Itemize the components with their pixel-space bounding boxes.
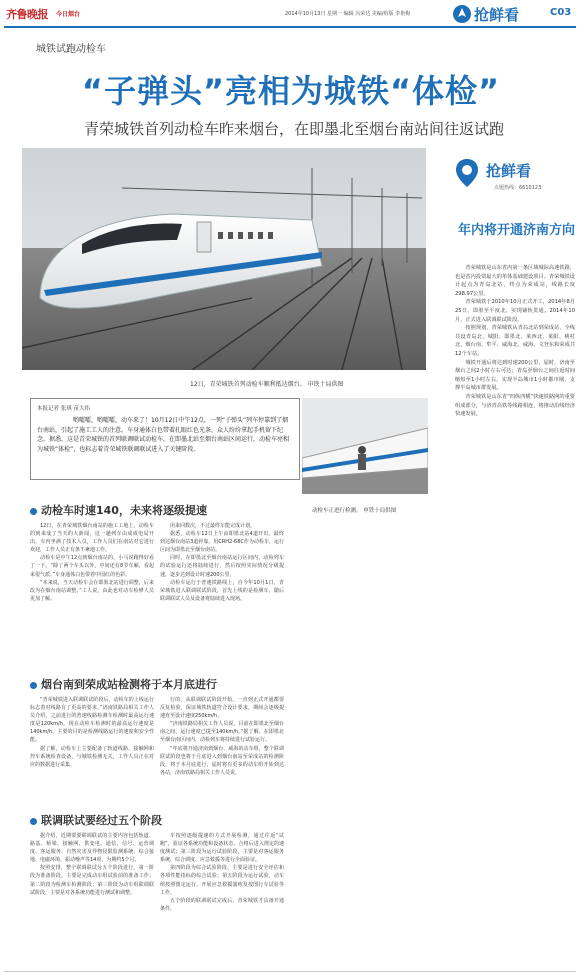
sidebar-paragraph: 青荣城铁于2010年10月正式开工，2014年8月25日，即墨至平度北、实现铺轨贯通。2014年10月，正式进入联调联试阶段。 [455,299,575,323]
paragraph: “年底将开通济南到烟台、威海的动车组，整个联调联试阶段也将于月底进入到烟台南站至荣成站的检测阶段，将于本月底进行，届时将有更多的动车组开始到达各站，济南铁路局相关工作人员说。 [160,745,284,776]
paragraph: 五个阶段的联调联试完成后，青荣城铁才具备开通条件。 [160,897,284,912]
paragraph: 第四阶段为综合试验阶段，主要是进行安全评估和各项性能指标的综合试验；第五阶段为运行试验，动车组按照图定运行，开展应急救援演练及按图行车试验等工作。 [160,865,284,896]
footer-divider [4,971,576,972]
bullet-dot-icon [30,508,37,515]
page-number: C03 [550,7,572,18]
sidebar-paragraph: 按照规划，青荣城铁从青岛北站到荣成站，全线共设青岛北、城阳、即墨北、莱西北、莱阳、桃村北、烟台南、牟平、威海北、威海、文登东和荣成共12个车站。 [455,325,575,357]
section-column [30,522,154,603]
sidebar-paragraph: 青荣城铁是山东省内第一条区域城际高速铁路，也是省内投资最大的单体基础建设项目。青荣城铁设计起点为青岛北站，终点为荣成站，线路长度298.97公里。 [455,265,575,297]
section-column [30,832,154,897]
sidebar-paragraph: 城铁开通后将达到时速200公里，届时，济南至烟台之间2小时左右可达；青岛至烟台之间往返时间缩短至1小时左右，实现半岛城市1小时都市圈，支撑半岛城市群发展。 [455,359,575,392]
column-logo-text: 抢鲜看 [474,6,520,24]
section-heading-text: 烟台南到荣成站检测将于本月底进行 [41,678,217,691]
sidebar-paragraph: 青荣城铁是山东省“四纵四横”快速铁路网的重要组成部分，与济青高铁等线路相连，将推动沿线经济快速发展。 [455,393,575,418]
section-heading [30,812,162,828]
inspection-photo [302,398,428,494]
sidebar-title: 年内将开通济南方向 [458,223,576,238]
paragraph: 据介绍，近期要要联调联试的主要内容包括轨道、路基、桥梁、接触网、供变电、通信、信号、运营调度、客运服务、自然灾害及异物侵限监测系统、综合接地、电磁环境、振动噪声等14项，为期约5个月。 [30,833,154,864]
paragraph: “本来说，当天动检车会在即墨北站进行调整，后来改为在烟台南站调整。”工人说，由此也对动车检修人员更加了解。 [30,579,154,602]
bullet-dot-icon [30,682,37,689]
intro-box [30,398,300,480]
location-pin-icon [454,158,480,188]
promo-hotline: 点题热线：6610123 [494,185,542,191]
intro-text: 哟嚯嚯，哟嚯嚯，动车来了！10月12日中午12点，一列“子弹头”列车停靠到了烟台南站，引起了施工工人的注意。车身通体白色带着扎眼红色光条，众人纷纷拿起手机留下纪念。据悉，这是青荣城铁的首列联调联试动检车，在即墨北站至烟台南站区间运行，动检车亮相为城铁“体检”，也标志着青荣城铁联调联试进入了关键阶段。 [37,417,290,453]
paragraph: 同时，在即墨北至烟台南站运行区间内，动检列车的试验运行还将陆续进行，然后按照实际情况分级提速，逐步达到设计时速200公里。 [160,555,284,578]
byline: 本报记者 张琪 苗大伟 [37,406,90,412]
section-name: 今日烟台 [56,11,81,18]
section-column [30,696,154,769]
paragraph: 行的，从联调联试阶段开始，一直到正式开通都要反复检验，保证城铁轨道符合设计要求，期间会逐级提速直至设计速度250km/h。 [160,697,284,720]
section-heading-text: 动检车时速140，未来将逐级提速 [41,504,207,517]
promo-brand: 抢鲜看 [486,162,532,180]
header-divider [4,26,576,28]
rocket-icon [452,4,472,24]
paragraph: 车按照逐级提速的方式开展检测，通过往返“试跑”，验证各系统功能和设备状态，合格后进入规定的速度测试；第三阶段为运行试验阶段，主要是对客运服务系统、综合调度、应急救援等进行全面验证。 [160,833,284,864]
column-logo [452,3,544,25]
kicker: 城铁试跑动检车 [36,44,106,55]
paragraph: 按照安排，整个联调联试分五个阶段进行，第一阶段为准备阶段，主要是完成动车组试验前的准备工作；第二阶段为检测车检测阶段；第三阶段为动车组联调联试阶段，主要是对各系统功能进行测试和调整。 [30,865,154,896]
section-heading [30,676,217,692]
subheadline: 青荣城铁首列动检车昨来烟台，在即墨北至烟台南站间往返试跑 [83,120,504,138]
issue-meta: 2014年10月13日 星期一 编辑 冯荣达 美编/组版 李艳梅 [285,11,411,17]
photo2-caption: 动检车正进行检测。 申铁十局供图 [312,508,397,514]
paragraph: 据了解，动检车上主要配备了轨道线路、接触网和控车系统检查设备，与城铁检测无关，工作人员正在对应的数据进行采集。 [30,745,154,768]
newspaper-brand: 齐鲁晚报 [6,8,48,21]
section-column [160,696,284,777]
bullet-dot-icon [30,818,37,825]
paragraph: 闭来回数次，不过最终车能完成计划。 [170,523,256,529]
sidebar-body [455,264,575,419]
section-heading-text: 联调联试要经过五个阶段 [41,814,162,827]
train-photo [22,148,426,370]
paragraph: 据悉，动检车12日上午由即墨北站4道开出，最终到达烟台南站3道停靠，用CRH2-68C作为动检车，运行区间为即墨北至烟台南站。 [160,531,284,554]
section-column [160,522,284,603]
paragraph: “青荣城铁进入联调联试阶段后，动检车的上线运行标志着对线路有了更高的要求。”济南铁路局相关工作人员介绍，之前进行的普速线路检测车检测时最高运行速度是120km/h，现在动检车检测时的最高运行速度是140km/h，主要的目的是检测线路运行的速度和安全性能。 [30,697,154,744]
paragraph: 12日，在青荣城铁烟台南站的施工工地上，动检车的到来成了当天的大新闻，这一趟列车由成成电局开出，车内坐满了技术人员，工作人员们在南站对它进行欢迎，工作人员正有条不紊地工作。 [30,523,154,554]
photo-caption: 12日，青荣城铁首列动检车顺利抵达烟台。 申铁十局供图 [190,381,344,388]
section-heading [30,502,207,518]
headline: “子弹头”亮相为城铁“体检” [81,72,501,110]
section-column [160,832,284,913]
paragraph: 动检车是中午12点到烟台南站的，小马说跑得好看了一下。“除了两个车头以外，中间还有8节车厢，看起来很气派。”车身通体白色带着中国红的色彩。 [30,555,154,578]
paragraph: 动检车运行于普速铁路线上，自今年10月1日，青荣城铁进入联调联试阶段，首先上线的是检测车，随后联调联试人员及设备将陆续进入现场。 [160,579,284,602]
paragraph: “济南铁路局相关工作人员说，目前在即墨北至烟台南之间，运行速度已提至140km/h。”据了解，在即墨北至烟台南区间内，动检列车将持续进行试验运行。 [160,721,284,744]
